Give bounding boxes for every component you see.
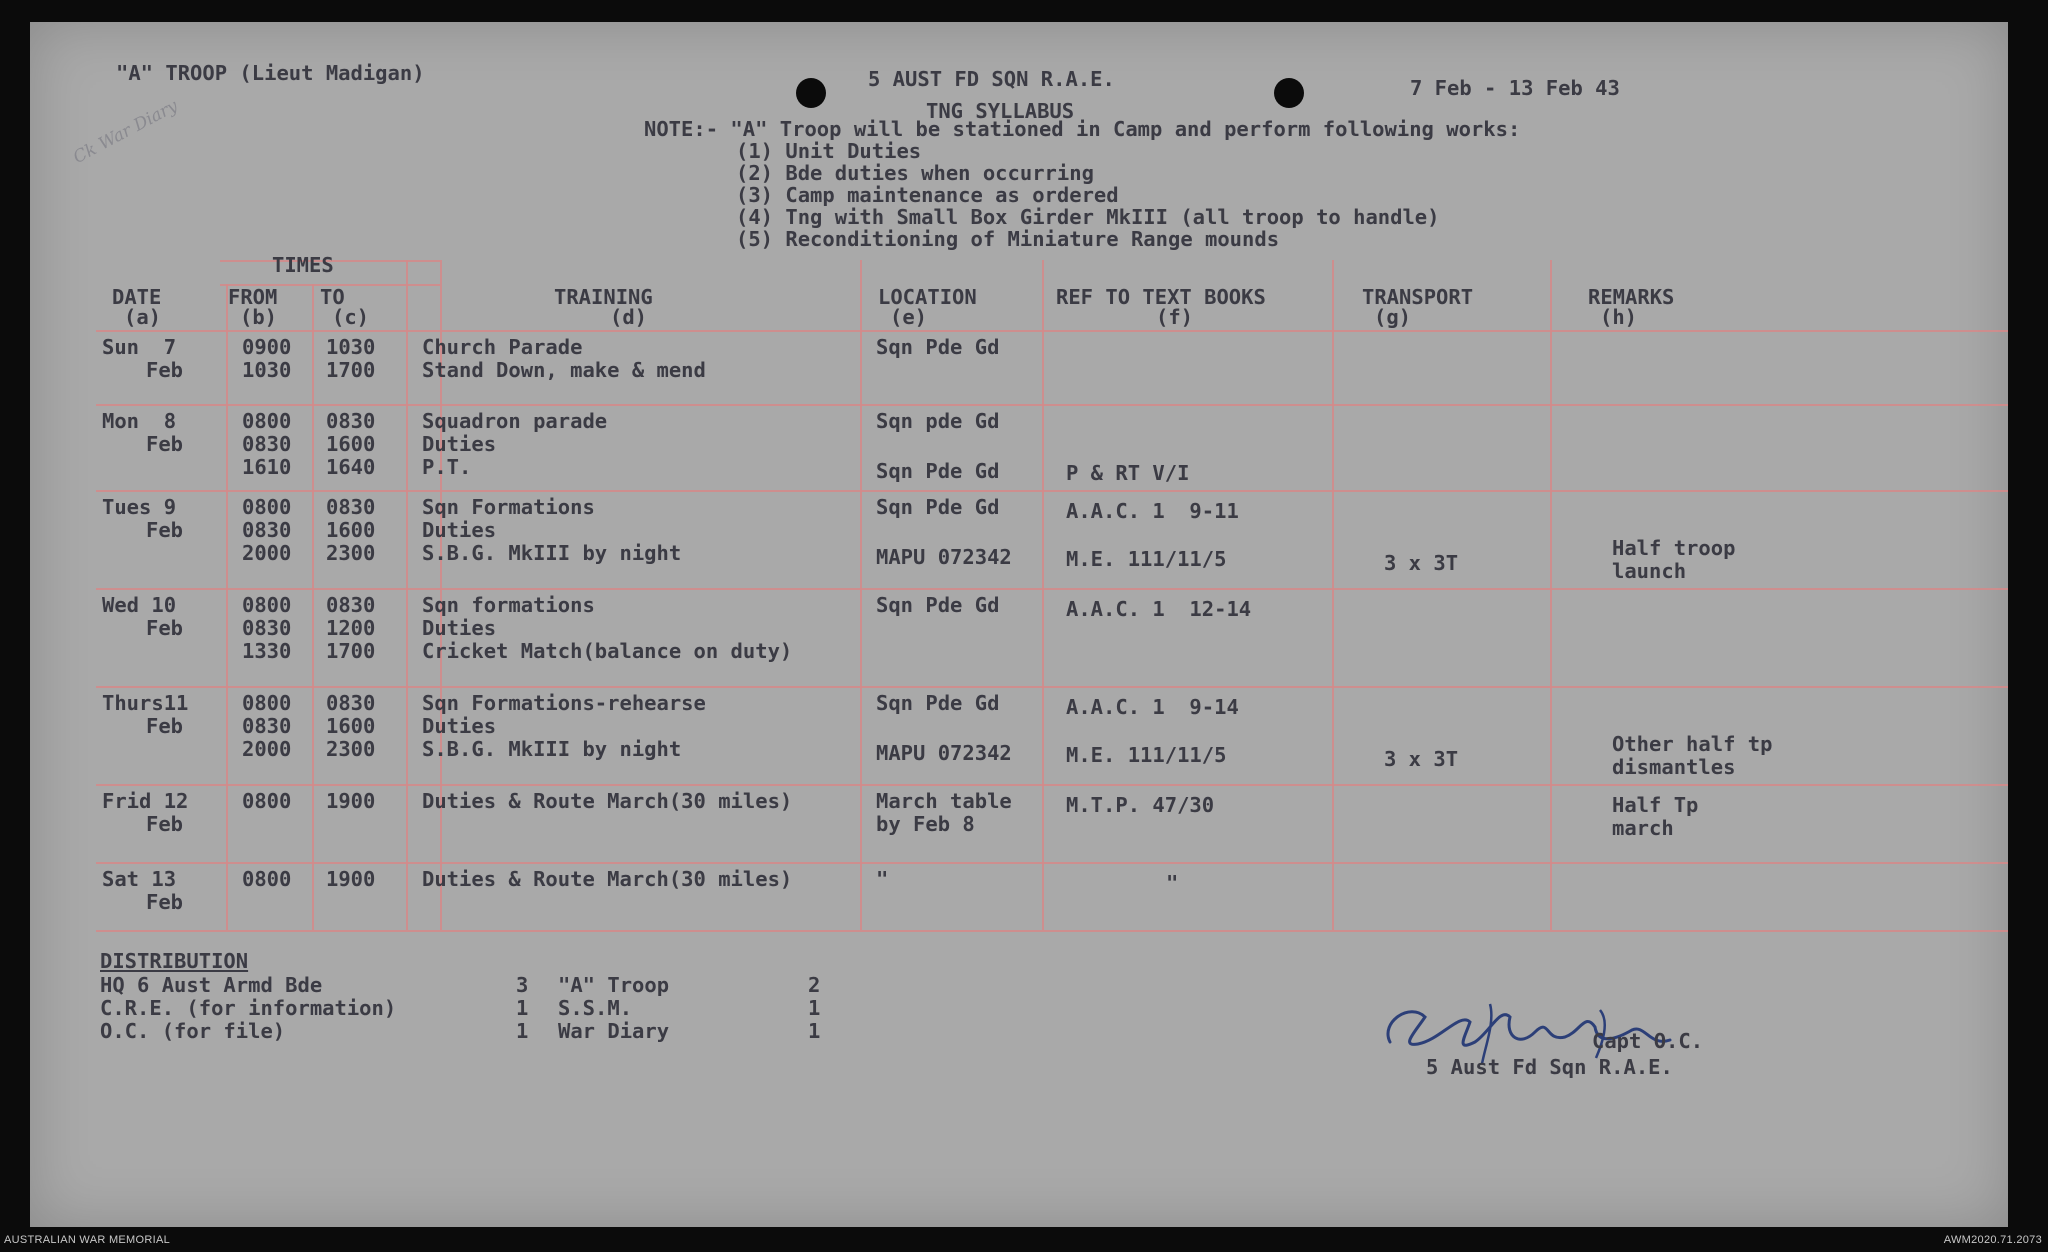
row-time-from: 0800 <box>242 867 292 891</box>
row-date: Feb <box>146 812 184 836</box>
row-date: Feb <box>146 714 184 738</box>
row-time-from: 0800 <box>242 495 292 519</box>
row-divider <box>96 404 2008 406</box>
pencil-annotation: Ck War Diary <box>70 96 182 168</box>
ref-header: REF TO TEXT BOOKS <box>1056 285 1266 309</box>
row-time-to: 0830 <box>326 409 376 433</box>
distribution-quantity: 1 <box>516 1019 529 1043</box>
row-time-from: 0900 <box>242 335 292 359</box>
row-location: Sqn pde Gd <box>876 409 1000 433</box>
distribution-quantity: 1 <box>808 996 821 1020</box>
works-list-item: (5) Reconditioning of Miniature Range mounds <box>736 227 1280 251</box>
training-header-letter: (d) <box>610 305 648 329</box>
signature-title: Capt O.C. <box>1592 1029 1704 1053</box>
document-sheet <box>30 22 2008 1227</box>
row-time-from: 0800 <box>242 789 292 813</box>
column-divider <box>1042 260 1044 930</box>
row-time-to: 1700 <box>326 358 376 382</box>
distribution-recipient: "A" Troop <box>558 973 670 997</box>
column-divider <box>226 284 228 930</box>
row-location: MAPU 072342 <box>876 741 1012 765</box>
row-text-reference: M.E. 111/11/5 <box>1066 547 1227 571</box>
row-time-from: 0830 <box>242 714 292 738</box>
distribution-recipient: War Diary <box>558 1019 670 1043</box>
row-time-to: 1600 <box>326 518 376 542</box>
row-training: Stand Down, make & mend <box>422 358 706 382</box>
row-time-from: 0830 <box>242 432 292 456</box>
row-time-from: 0800 <box>242 691 292 715</box>
row-date: Sun 7 <box>102 335 177 359</box>
row-transport: 3 x 3T <box>1384 747 1459 771</box>
row-training: Duties <box>422 518 497 542</box>
distribution-quantity: 1 <box>808 1019 821 1043</box>
distribution-recipient: HQ 6 Aust Armd Bde <box>100 973 323 997</box>
row-text-reference: P & RT V/I <box>1066 461 1190 485</box>
row-time-to: 0830 <box>326 593 376 617</box>
row-time-to: 2300 <box>326 541 376 565</box>
column-divider <box>406 260 408 930</box>
row-date: Feb <box>146 890 184 914</box>
row-training: S.B.G. MkIII by night <box>422 737 682 761</box>
row-remarks: launch <box>1612 559 1687 583</box>
row-location: Sqn Pde Gd <box>876 335 1000 359</box>
punch-hole-left <box>796 78 826 108</box>
column-divider <box>860 260 862 930</box>
punch-hole-right <box>1274 78 1304 108</box>
row-divider <box>96 930 2008 932</box>
unit-heading: 5 AUST FD SQN R.A.E. <box>868 67 1115 91</box>
row-time-from: 0800 <box>242 593 292 617</box>
row-time-to: 0830 <box>326 691 376 715</box>
row-location: Sqn Pde Gd <box>876 593 1000 617</box>
distribution-quantity: 3 <box>516 973 529 997</box>
row-divider <box>96 490 2008 492</box>
distribution-recipient: O.C. (for file) <box>100 1019 286 1043</box>
row-location: MAPU 072342 <box>876 545 1012 569</box>
row-time-to: 1900 <box>326 789 376 813</box>
row-divider <box>96 862 2008 864</box>
row-text-reference: A.A.C. 1 9-11 <box>1066 499 1239 523</box>
row-date: Feb <box>146 616 184 640</box>
remarks-header: REMARKS <box>1588 285 1675 309</box>
footer-institution: AUSTRALIAN WAR MEMORIAL <box>4 1234 171 1246</box>
row-remarks: Half troop <box>1612 536 1736 560</box>
row-text-reference: " <box>1166 871 1179 895</box>
row-training: P.T. <box>422 455 472 479</box>
row-training: Duties & Route March(30 miles) <box>422 789 793 813</box>
works-list-item: (4) Tng with Small Box Girder MkIII (all troop to handle) <box>736 205 1440 229</box>
row-time-from: 0830 <box>242 616 292 640</box>
note-text: NOTE:- "A" Troop will be stationed in Camp and perform following works: <box>644 117 1521 141</box>
row-text-reference: A.A.C. 1 12-14 <box>1066 597 1252 621</box>
row-text-reference: M.E. 111/11/5 <box>1066 743 1227 767</box>
location-header-letter: (e) <box>890 305 928 329</box>
column-divider <box>1332 260 1334 930</box>
distribution-recipient: C.R.E. (for information) <box>100 996 397 1020</box>
row-location: " <box>876 867 889 891</box>
location-header: LOCATION <box>878 285 977 309</box>
from-header-letter: (b) <box>240 305 278 329</box>
row-location: Sqn Pde Gd <box>876 691 1000 715</box>
distribution-quantity: 1 <box>516 996 529 1020</box>
row-remarks: Other half tp <box>1612 732 1773 756</box>
row-time-to: 1640 <box>326 455 376 479</box>
row-time-from: 0800 <box>242 409 292 433</box>
times-header: TIMES <box>272 253 334 277</box>
row-date: Wed 10 <box>102 593 177 617</box>
distribution-quantity: 2 <box>808 973 821 997</box>
row-training: Duties <box>422 714 497 738</box>
row-training: Sqn Formations <box>422 495 595 519</box>
row-time-to: 1700 <box>326 639 376 663</box>
row-time-from: 2000 <box>242 737 292 761</box>
row-training: Duties & Route March(30 miles) <box>422 867 793 891</box>
to-header-letter: (c) <box>332 305 370 329</box>
row-remarks: march <box>1612 816 1674 840</box>
row-remarks: dismantles <box>1612 755 1736 779</box>
row-training: Sqn formations <box>422 593 595 617</box>
row-time-from: 1610 <box>242 455 292 479</box>
works-list-item: (1) Unit Duties <box>736 139 922 163</box>
remarks-header-letter: (h) <box>1600 305 1638 329</box>
row-training: Church Parade <box>422 335 583 359</box>
row-divider <box>96 686 2008 688</box>
works-list-item: (2) Bde duties when occurring <box>736 161 1094 185</box>
row-time-to: 1900 <box>326 867 376 891</box>
row-time-to: 1600 <box>326 432 376 456</box>
date-header-letter: (a) <box>124 305 162 329</box>
row-training: S.B.G. MkIII by night <box>422 541 682 565</box>
row-training: Squadron parade <box>422 409 608 433</box>
row-text-reference: A.A.C. 1 9-14 <box>1066 695 1239 719</box>
row-transport: 3 x 3T <box>1384 551 1459 575</box>
row-training: Sqn Formations-rehearse <box>422 691 706 715</box>
row-remarks: Half Tp <box>1612 793 1699 817</box>
row-date: Frid 12 <box>102 789 189 813</box>
works-list-item: (3) Camp maintenance as ordered <box>736 183 1119 207</box>
row-date: Thurs11 <box>102 691 189 715</box>
row-time-from: 2000 <box>242 541 292 565</box>
row-divider <box>96 588 2008 590</box>
signature-unit: 5 Aust Fd Sqn R.A.E. <box>1426 1055 1673 1079</box>
syllabus-heading: TNG SYLLABUS <box>926 99 1075 123</box>
row-time-from: 0830 <box>242 518 292 542</box>
transport-header-letter: (g) <box>1374 305 1412 329</box>
to-header: TO <box>320 285 345 309</box>
row-date: Feb <box>146 518 184 542</box>
row-location: Sqn Pde Gd <box>876 459 1000 483</box>
distribution-title: DISTRIBUTION <box>100 949 249 973</box>
row-divider <box>96 784 2008 786</box>
row-training: Cricket Match(balance on duty) <box>422 639 793 663</box>
troop-heading: "A" TROOP (Lieut Madigan) <box>116 61 425 85</box>
row-training: Duties <box>422 432 497 456</box>
row-location: Sqn Pde Gd <box>876 495 1000 519</box>
header-bottom-rule <box>96 330 2008 332</box>
date-range: 7 Feb - 13 Feb 43 <box>1410 76 1620 100</box>
footer-accession-number: AWM2020.71.2073 <box>1943 1234 2042 1246</box>
row-time-to: 1600 <box>326 714 376 738</box>
row-training: Duties <box>422 616 497 640</box>
row-date: Feb <box>146 358 184 382</box>
row-time-from: 1330 <box>242 639 292 663</box>
row-date: Tues 9 <box>102 495 177 519</box>
row-location: by Feb 8 <box>876 812 975 836</box>
column-divider <box>312 284 314 930</box>
distribution-recipient: S.S.M. <box>558 996 633 1020</box>
row-text-reference: M.T.P. 47/30 <box>1066 793 1215 817</box>
ref-header-letter: (f) <box>1156 305 1194 329</box>
row-date: Mon 8 <box>102 409 177 433</box>
from-header: FROM <box>228 285 278 309</box>
transport-header: TRANSPORT <box>1362 285 1474 309</box>
date-header: DATE <box>112 285 162 309</box>
column-divider <box>1550 260 1552 930</box>
row-time-to: 0830 <box>326 495 376 519</box>
row-date: Sat 13 <box>102 867 177 891</box>
row-time-to: 1200 <box>326 616 376 640</box>
row-location: March table <box>876 789 1012 813</box>
row-time-to: 2300 <box>326 737 376 761</box>
training-header: TRAINING <box>554 285 653 309</box>
row-time-to: 1030 <box>326 335 376 359</box>
row-time-from: 1030 <box>242 358 292 382</box>
row-date: Feb <box>146 432 184 456</box>
